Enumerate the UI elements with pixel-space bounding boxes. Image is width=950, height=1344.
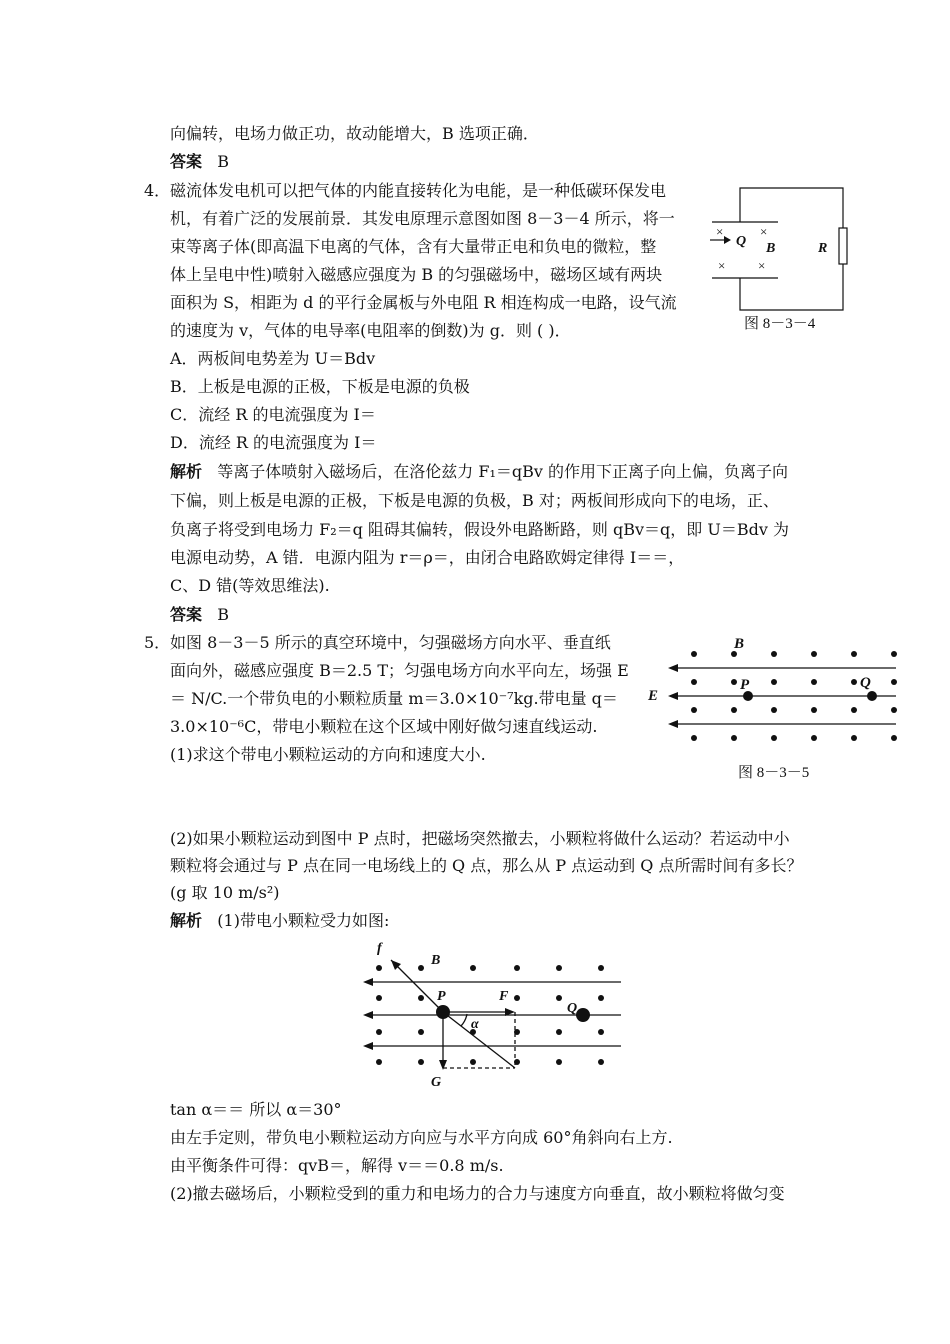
q4-line: 体上呈电中性)喷射入磁感应强度为 B 的匀强磁场中，磁场区域有两块 xyxy=(170,265,663,284)
label-q: Q xyxy=(736,234,747,249)
answer-label: 答案 xyxy=(170,605,203,624)
label-force-f: F xyxy=(499,989,509,1004)
q5-line: (1)求这个带电小颗粒运动的方向和速度大小. xyxy=(170,745,486,764)
particle-q xyxy=(576,1008,590,1022)
solution-line: 由左手定则，带负电小颗粒运动方向应与水平方向成 60°角斜向右上方. xyxy=(170,1128,673,1147)
label-p: P xyxy=(437,989,446,1004)
answer-value: B xyxy=(217,605,230,624)
q5-line: ＝ N/C.一个带负电的小颗粒质量 m＝3.0×10⁻⁷kg.带电量 q＝ xyxy=(170,689,618,708)
figure-8-3-5 xyxy=(640,632,910,792)
solution-line: (2)撤去磁场后，小颗粒受到的重力和电场力的合力与速度方向垂直，故小颗粒将做匀变 xyxy=(170,1184,785,1203)
label-q: Q xyxy=(860,675,871,691)
q4-line: 面积为 S，相距为 d 的平行金属板与外电阻 R 相连构成一电路，设气流 xyxy=(170,293,677,312)
label-b: B xyxy=(766,241,776,256)
analysis-line: 负离子将受到电场力 F₂＝q 阻碍其偏转，假设外电路断路，则 qBv＝q，即 U＝Bdv 为 xyxy=(170,520,789,539)
q5-line: 面向外，磁感应强度 B＝2.5 T；匀强电场方向水平向左，场强 E xyxy=(170,661,629,680)
q5-line: 如图 8－3－5 所示的真空环境中，匀强磁场方向水平、垂直纸 xyxy=(170,633,611,652)
question-number: 4． xyxy=(144,181,171,200)
analysis-label: 解析 xyxy=(170,462,203,481)
analysis-line: 电源电动势，A 错．电源内阻为 r＝ρ＝，由闭合电路欧姆定律得 I＝＝， xyxy=(170,548,685,567)
solution-line: tan α＝＝ 所以 α＝30° xyxy=(170,1100,342,1119)
label-r: R xyxy=(818,241,828,256)
answer-line xyxy=(170,605,229,625)
answer-line xyxy=(170,152,229,172)
option-b: B．上板是电源的正极，下板是电源的负极 xyxy=(170,377,470,396)
analysis-text: 等离子体喷射入磁场后，在洛伦兹力 F₁＝qBv 的作用下正离子向上偏，负离子向 xyxy=(217,462,789,481)
figure-caption: 图 8－3－5 xyxy=(738,765,810,781)
q4-line: 磁流体发电机可以把气体的内能直接转化为电能，是一种低碳环保发电 xyxy=(170,181,667,200)
figure-8-3-4 xyxy=(700,180,860,340)
label-b: B xyxy=(431,953,441,968)
q4-line: 的速度为 v，气体的电导率(电阻率的倒数)为 g．则 ( )． xyxy=(170,321,571,340)
answer-label: 答案 xyxy=(170,152,203,171)
particle-p xyxy=(436,1005,450,1019)
q5-part2-line: 颗粒将会通过与 P 点在同一电场线上的 Q 点，那么从 P 点运动到 Q 点所需时间有多长？ xyxy=(170,856,803,875)
label-g: G xyxy=(431,1075,442,1090)
force-diagram xyxy=(355,940,635,1090)
analysis-label: 解析 xyxy=(170,911,203,930)
option-d: D．流经 R 的电流强度为 I＝ xyxy=(170,433,377,452)
option-c: C．流经 R 的电流强度为 I＝ xyxy=(170,405,376,424)
analysis-line xyxy=(170,911,389,931)
particle-q xyxy=(867,691,877,701)
label-b: B xyxy=(734,636,745,652)
analysis-line: 下偏，则上板是电源的正极，下板是电源的负极，B 对；两板间形成向下的电场，正、 xyxy=(170,491,779,510)
option-a: A．两板间电势差为 U＝Bdv xyxy=(170,349,376,368)
analysis-line xyxy=(170,462,788,482)
cross-mark: × xyxy=(718,258,726,273)
q4-line: 机，有着广泛的发展前景．其发电原理示意图如图 8－3－4 所示，将一 xyxy=(170,209,675,228)
label-f: f xyxy=(377,941,382,956)
solution-line: 由平衡条件可得：qvB＝，解得 v＝＝0.8 m/s. xyxy=(170,1156,504,1175)
cross-mark: × xyxy=(760,224,768,239)
cross-mark: × xyxy=(758,258,766,273)
analysis-line: C、D 错(等效思维法). xyxy=(170,576,330,595)
question-number: 5． xyxy=(144,633,171,652)
answer-value: B xyxy=(217,152,230,171)
q4-line: 束等离子体(即高温下电离的气体，含有大量带正电和负电的微粒，整 xyxy=(170,237,657,256)
cross-mark: × xyxy=(716,224,724,239)
label-q: Q xyxy=(567,1001,578,1016)
label-p: P xyxy=(740,677,750,693)
label-alpha: α xyxy=(471,1017,479,1032)
q5-line: 3.0×10⁻⁶C，带电小颗粒在这个区域中刚好做匀速直线运动. xyxy=(170,717,598,736)
figure-caption: 图 8－3－4 xyxy=(744,316,816,332)
text-line: 向偏转，电场力做正功，故动能增大，B 选项正确． xyxy=(170,124,539,143)
analysis-text: (1)带电小颗粒受力如图: xyxy=(217,911,390,930)
q5-part2-line: (g 取 10 m/s²) xyxy=(170,883,280,902)
q5-part2-line: (2)如果小颗粒运动到图中 P 点时，把磁场突然撤去，小颗粒将做什么运动？若运动中小 xyxy=(170,829,790,848)
label-e: E xyxy=(648,688,659,704)
